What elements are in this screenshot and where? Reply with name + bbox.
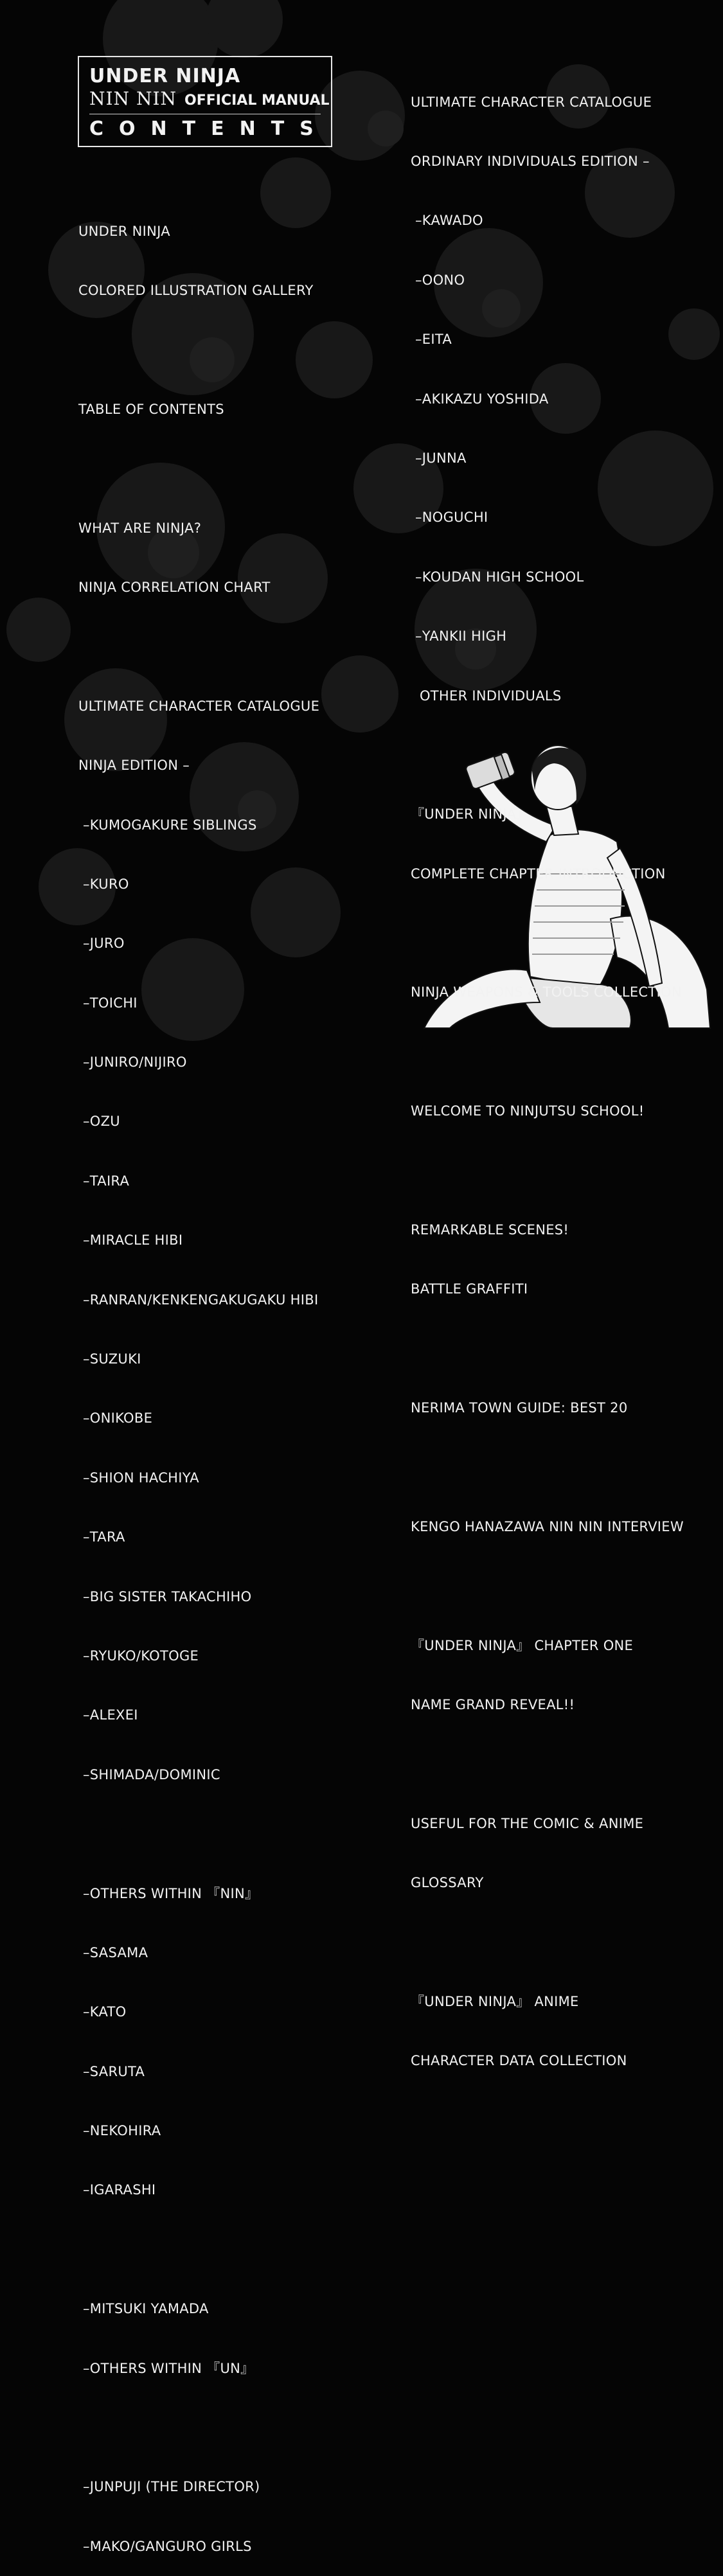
title-subtitle [89, 88, 330, 109]
toc-spacer [411, 1458, 684, 1478]
toc-entry: REMARKABLE SCENES! [411, 1222, 569, 1238]
toc-entry: 『UNDER NINJA』 ANIME [411, 1994, 579, 2010]
toc-spacer [411, 1576, 684, 1596]
toc-subentry: –TOICHI [78, 995, 138, 1011]
contents-list-left [78, 182, 319, 2576]
toc-subentry: –RANRAN/KENKENGAKUGAKU HIBI [78, 1292, 319, 1308]
toc-subentry: OTHER INDIVIDUALS [411, 688, 562, 704]
toc-subentry: –OTHERS WITHIN 『NIN』 [78, 1885, 259, 1901]
toc-subentry: –OZU [78, 1114, 120, 1130]
toc-subentry: –MITSUKI YAMADA [78, 2301, 209, 2317]
toc-subentry: –BIG SISTER TAKACHIHO [78, 1588, 252, 1604]
toc-subentry: –KOUDAN HIGH SCHOOL [411, 569, 584, 585]
toc-subentry: –ONIKOBE [78, 1410, 153, 1426]
toc-subentry: –AKIKAZU YOSHIDA [411, 391, 549, 407]
title-under-ninja: UNDER NINJA [89, 65, 241, 87]
toc-spacer [411, 923, 684, 943]
toc-spacer [78, 2240, 319, 2260]
toc-entry: KENGO HANAZAWA NIN NIN INTERVIEW [411, 1518, 684, 1534]
toc-subentry: –YANKII HIGH [411, 628, 507, 644]
toc-subentry: –MAKO/GANGURO GIRLS [78, 2538, 252, 2554]
toc-subentry: –JUNNA [411, 450, 467, 466]
toc-subentry: –KURO [78, 876, 129, 892]
toc-spacer [78, 1824, 319, 1844]
toc-subentry: –EITA [411, 332, 452, 348]
toc-subentry: –KUMOGAKURE SIBLINGS [78, 817, 257, 833]
toc-entry: NINJA CORRELATION CHART [78, 579, 271, 595]
toc-subentry: –SARUTA [78, 2063, 145, 2079]
toc-entry: USEFUL FOR THE COMIC & ANIME [411, 1815, 644, 1831]
toc-spacer [78, 637, 319, 657]
toc-entry: 『UNDER NINJA』 [411, 806, 530, 822]
toc-spacer [78, 2418, 319, 2438]
toc-subentry: –SHION HACHIYA [78, 1470, 199, 1486]
toc-entry: COLORED ILLUSTRATION GALLERY [78, 282, 314, 298]
toc-spacer [411, 1042, 684, 1062]
toc-subentry: –RYUKO/KOTOGE [78, 1648, 199, 1664]
toc-entry: NERIMA TOWN GUIDE: BEST 20 [411, 1400, 628, 1416]
toc-entry: UNDER NINJA [78, 223, 170, 239]
toc-subentry: –TAIRA [78, 1173, 130, 1189]
toc-entry: CHARACTER DATA COLLECTION [411, 2053, 627, 2069]
toc-subentry: –SHIMADA/DOMINIC [78, 1766, 220, 1782]
toc-subentry: –TARA [78, 1529, 125, 1545]
toc-subentry: –KATO [78, 2004, 127, 2020]
toc-entry: 『UNDER NINJA』 CHAPTER ONE [411, 1637, 634, 1653]
toc-spacer [78, 340, 319, 360]
toc-subentry: –KAWADO [411, 213, 483, 229]
toc-subentry: –IGARASHI [78, 2182, 156, 2198]
toc-entry: ULTIMATE CHARACTER CATALOGUE [78, 698, 320, 714]
toc-spacer [411, 1755, 684, 1775]
toc-subentry: –JUNIRO/NIJIRO [78, 1054, 187, 1070]
toc-spacer [411, 745, 684, 765]
toc-subentry: –SASAMA [78, 1944, 148, 1960]
toc-entry: NINJA EDITION – [78, 758, 190, 774]
toc-entry: GLOSSARY [411, 1875, 484, 1891]
toc-subentry: –OONO [411, 272, 465, 288]
toc-entry: WELCOME TO NINJUTSU SCHOOL! [411, 1103, 645, 1119]
toc-subentry: –JUNPUJI (THE DIRECTOR) [78, 2479, 260, 2495]
contents-list-right [411, 53, 684, 2091]
toc-subentry: –OTHERS WITHIN 『UN』 [78, 2360, 254, 2376]
contents-title-box [78, 56, 332, 147]
toc-subentry: –NEKOHIRA [78, 2123, 161, 2139]
toc-entry: ULTIMATE CHARACTER CATALOGUE [411, 94, 652, 110]
title-nin-nin: NIN NIN [89, 88, 177, 109]
toc-subentry: –SUZUKI [78, 1351, 141, 1367]
toc-spacer [411, 1339, 684, 1359]
toc-entry: NAME GRAND REVEAL!! [411, 1697, 575, 1713]
toc-entry: BATTLE GRAFFITI [411, 1281, 528, 1297]
title-contents-heading: CONTENTS [89, 118, 329, 140]
toc-subentry: –ALEXEI [78, 1707, 138, 1723]
toc-entry: TABLE OF CONTENTS [78, 401, 224, 417]
toc-spacer [411, 1161, 684, 1181]
toc-spacer [411, 1933, 684, 1953]
toc-entry: COMPLETE CHAPTER INTRODUCTION [411, 866, 666, 882]
toc-subentry: –MIRACLE HIBI [78, 1232, 183, 1248]
title-official-manual: OFFICIAL MANUAL [184, 93, 330, 109]
toc-entry: WHAT ARE NINJA? [78, 520, 202, 536]
toc-spacer [78, 459, 319, 479]
toc-subentry: –JURO [78, 936, 125, 952]
toc-subentry: –NOGUCHI [411, 510, 488, 526]
toc-entry: NINJA WEAPONS & TOOLS COLLECTION [411, 984, 682, 1000]
toc-entry: ORDINARY INDIVIDUALS EDITION – [411, 153, 650, 169]
